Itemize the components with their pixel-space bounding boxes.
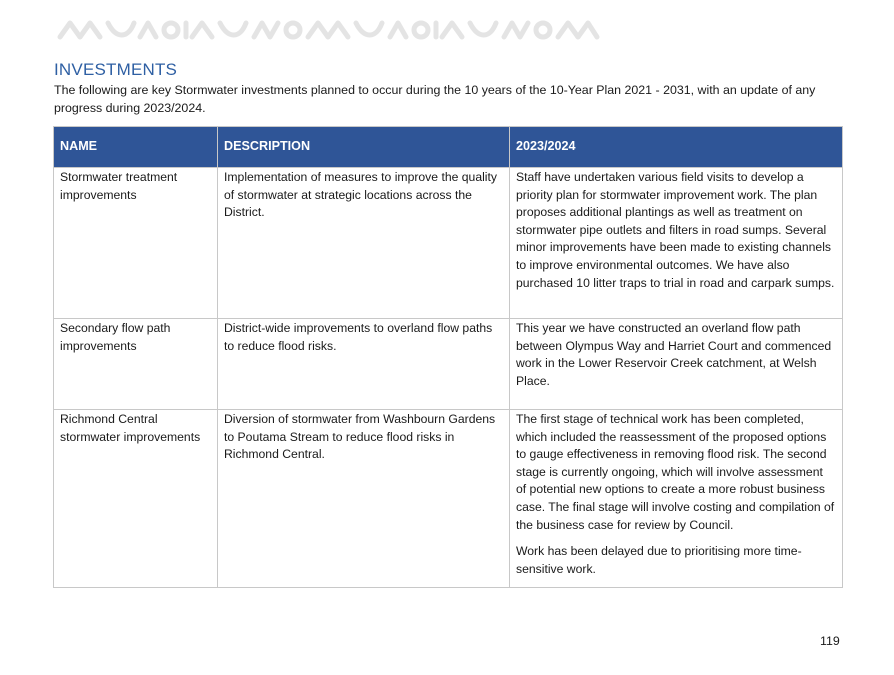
cell-description: Implementation of measures to improve the quality of stormwater at strategic locations across the District.	[218, 168, 510, 319]
column-header-year: 2023/2024	[510, 127, 843, 168]
table-row	[54, 410, 843, 588]
cell-name: Secondary flow path improvements	[54, 319, 218, 410]
table-header-row	[54, 127, 843, 168]
table-row	[54, 168, 843, 319]
cell-description: Diversion of stormwater from Washbourn Gardens to Poutama Stream to reduce flood risks in Richmond Central.	[218, 410, 510, 588]
cell-name: Richmond Central stormwater improvements	[54, 410, 218, 588]
cell-progress	[510, 410, 843, 588]
cell-name: Stormwater treatment improvements	[54, 168, 218, 319]
table-row	[54, 319, 843, 410]
page-number: 119	[820, 634, 840, 648]
progress-paragraph: Work has been delayed due to prioritising more time-sensitive work.	[516, 544, 802, 576]
cell-description: District-wide improvements to overland flow paths to reduce flood risks.	[218, 319, 510, 410]
decorative-pattern-banner	[56, 17, 601, 43]
column-header-description: DESCRIPTION	[218, 127, 510, 168]
cell-progress	[510, 168, 843, 319]
progress-paragraph: The first stage of technical work has been completed, which included the reassessment of the proposed options to gauge effectiveness in removing flood risk. The second stage is currently ongoing, which will involve assessment of potential new options to create a more robust business case. The final stage will involve costing and compilation of the business case for review by Council.	[516, 412, 835, 532]
investments-table	[53, 126, 843, 588]
column-header-name: NAME	[54, 127, 218, 168]
progress-paragraph: Staff have undertaken various field visits to develop a priority plan for stormwater improvement work. The plan proposes additional plantings as well as treatment on stormwater pipe outlets and filters in road sumps. Several minor improvements have been made to existing channels to improve environmental outcomes. We have also purchased 10 litter traps to trial in road and carpark sumps.	[516, 170, 835, 290]
page-title: INVESTMENTS	[54, 60, 178, 79]
intro-paragraph: The following are key Stormwater investments planned to occur during the 10 years of the 10-Year Plan 2021 - 2031, with an update of any progress during 2023/2024.	[54, 83, 816, 115]
cell-progress	[510, 319, 843, 410]
progress-paragraph: This year we have constructed an overland flow path between Olympus Way and Harriet Court and commenced work in the Lower Reservoir Creek catchment, at Welsh Place.	[516, 321, 832, 388]
